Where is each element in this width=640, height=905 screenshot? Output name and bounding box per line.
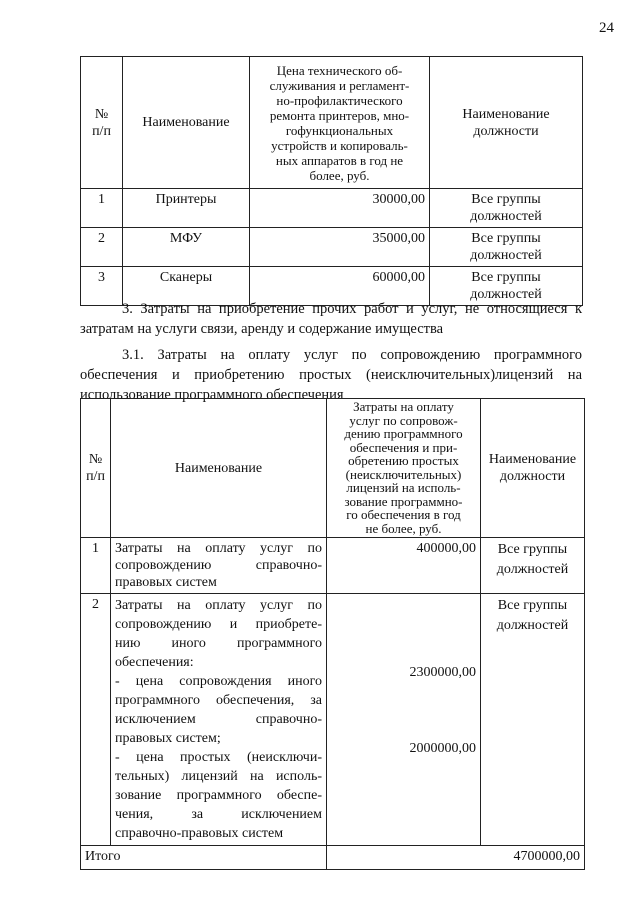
name-line: сопровождению справочно- — [115, 558, 322, 573]
header-price: Цена технического об- служивания и регламент- но-профилактического ремонта принтеров, мно- гофункциональных устройств и копироваль- ных аппаратов в год не более, руб. — [250, 57, 430, 189]
name-line: справочно-правовых систем — [115, 826, 284, 841]
total-row — [81, 846, 585, 870]
row-price: 30000,00 — [250, 189, 430, 228]
row-name — [111, 594, 327, 846]
row-name — [111, 538, 327, 594]
table-header-row — [81, 399, 585, 538]
name-line: тельных) лицензий на исполь- — [115, 769, 322, 784]
table-row — [81, 228, 583, 267]
row-num: 2 — [81, 594, 111, 846]
table-software-costs — [80, 398, 585, 870]
name-line: правовых систем; — [115, 731, 221, 746]
name-line: нию иного программного — [115, 636, 322, 651]
header-num: № п/п — [81, 57, 123, 189]
name-line: правовых систем — [115, 575, 217, 590]
cost-licenses: 2000000,00 — [409, 741, 476, 756]
row-num: 3 — [81, 267, 123, 306]
name-line: исключением справочно- — [115, 712, 322, 727]
row-position: Все группы должностей — [481, 594, 585, 846]
name-line: зование программного обеспе- — [115, 788, 322, 803]
row-position: Все группы должностей — [430, 228, 583, 267]
table-row — [81, 189, 583, 228]
total-label: Итого — [81, 846, 327, 870]
header-cost: Затраты на оплату услуг по сопровож- дению программного обеспечения и при- обретению простых (неисключительных) лицензий на исполь- зование программно- го обеспечения в год не более, руб. — [327, 399, 481, 538]
row-name: Принтеры — [123, 189, 250, 228]
header-num: № п/п — [81, 399, 111, 538]
name-line: - цена сопровождения иного — [115, 674, 322, 689]
name-line: Затраты на оплату услуг по — [115, 541, 322, 556]
row-price: 35000,00 — [250, 228, 430, 267]
row-position: Все группы должностей — [430, 267, 583, 306]
page-number: 24 — [599, 20, 614, 36]
row-num: 1 — [81, 538, 111, 594]
row-price: 60000,00 — [250, 267, 430, 306]
name-line: - цена простых (неисключи- — [115, 750, 322, 765]
row-name: МФУ — [123, 228, 250, 267]
total-value: 4700000,00 — [327, 846, 585, 870]
header-position: Наименование должности — [481, 399, 585, 538]
row-position: Все группы должностей — [430, 189, 583, 228]
row-cost — [327, 594, 481, 846]
name-line: обеспечения: — [115, 655, 194, 670]
table-row — [81, 594, 585, 846]
row-name: Сканеры — [123, 267, 250, 306]
table-row — [81, 538, 585, 594]
header-position: Наименование должности — [430, 57, 583, 189]
row-position: Все группы должностей — [481, 538, 585, 594]
table-printer-maintenance — [80, 56, 583, 306]
cost-maintenance: 2300000,00 — [409, 665, 476, 680]
name-line: сопровождению и приобрете- — [115, 617, 322, 632]
name-line: программного обеспечения, за — [115, 693, 322, 708]
paragraph-3-1: 3.1. Затраты на оплату услуг по сопровождению программного обеспечения и приобретению простых (неисключительных)лицензий на использование программного обеспечения — [80, 347, 582, 403]
header-name: Наименование — [111, 399, 327, 538]
paragraph-3: 3. Затраты на приобретение прочих работ и услуг, не относящиеся к затратам на услуги связи, аренду и содержание имущества — [80, 301, 582, 337]
table-header-row — [81, 57, 583, 189]
header-name: Наименование — [123, 57, 250, 189]
row-num: 2 — [81, 228, 123, 267]
name-line: чения, за исключением — [115, 807, 322, 822]
row-num: 1 — [81, 189, 123, 228]
row-cost: 400000,00 — [327, 538, 481, 594]
name-line: Затраты на оплату услуг по — [115, 598, 322, 613]
